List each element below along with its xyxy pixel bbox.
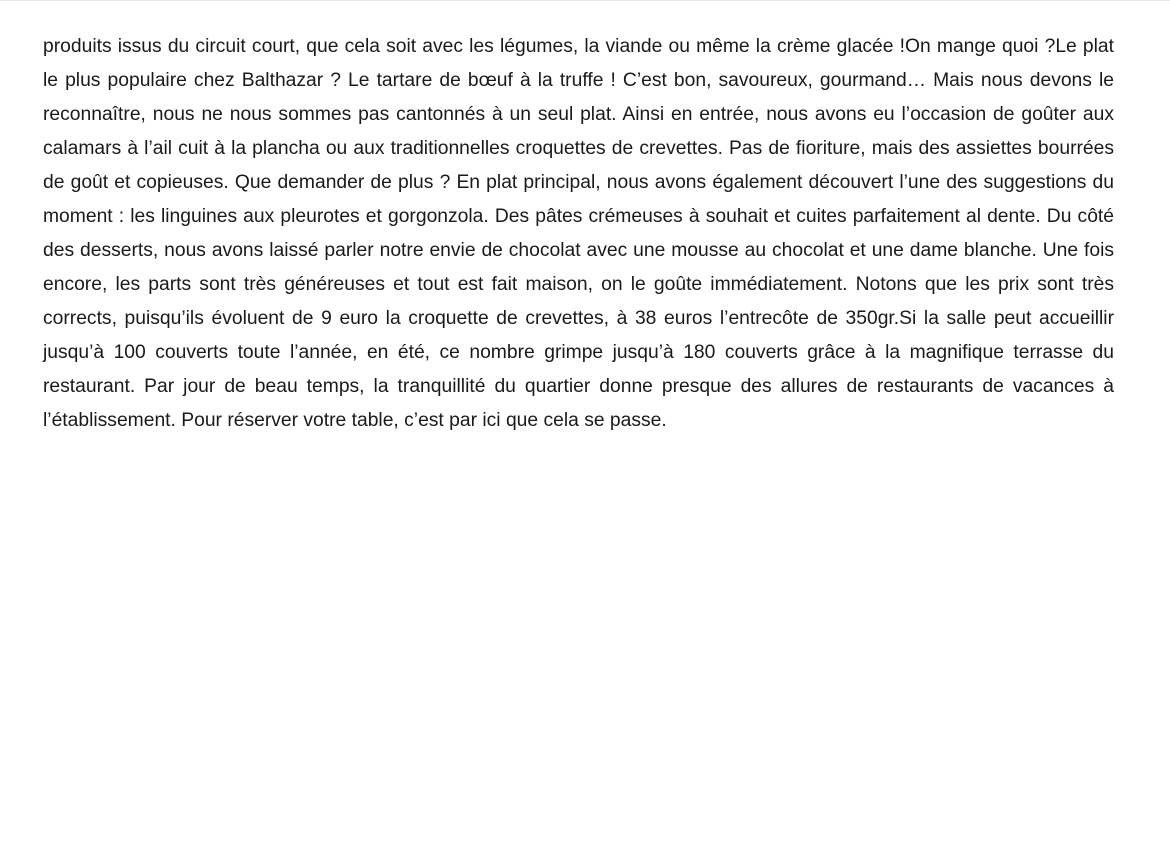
article-body-text: produits issus du circuit court, que cela soit avec les légumes, la viande ou même la crème glacée !On mange quoi ?Le plat le plus populaire chez Balthazar ? Le tartare de bœuf à la truffe ! C’est bon, savoureux, gourmand… Mais nous devons le reconnaître, nous ne nous sommes pas cantonnés à un seul plat. Ainsi en entrée, nous avons eu l’occasion de goûter aux calamars à l’ail cuit à la plancha ou aux traditionnelles croquettes de crevettes. Pas de fioriture, mais des assiettes bourrées de goût et copieuses. Que demander de plus ? En plat principal, nous avons également découvert l’une des suggestions du moment : les linguines aux pleurotes et gorgonzola. Des pâtes crémeuses à souhait et cuites parfaitement al dente. Du côté des desserts, nous avons laissé parler notre envie de chocolat avec une mousse au chocolat et une dame blanche. Une fois encore, les parts sont très généreuses et tout est fait maison, on le goûte immédiatement. Notons que les prix sont très corrects, puisqu’ils évoluent de 9 euro la croquette de crevettes, à 38 euros l’entrecôte de 350gr.Si la salle peut accueillir jusqu’à 100 couverts toute l’année, en été, ce nombre grimpe jusqu’à 180 couverts grâce à la magnifique terrasse du restaurant. Par jour de beau temps, la tranquillité du quartier donne presque des allures de restaurants de vacances à l’établissement. Pour réserver votre table, c’est par ici que cela se passe. xyxy=(43,36,1114,431)
top-divider xyxy=(0,0,1170,1)
